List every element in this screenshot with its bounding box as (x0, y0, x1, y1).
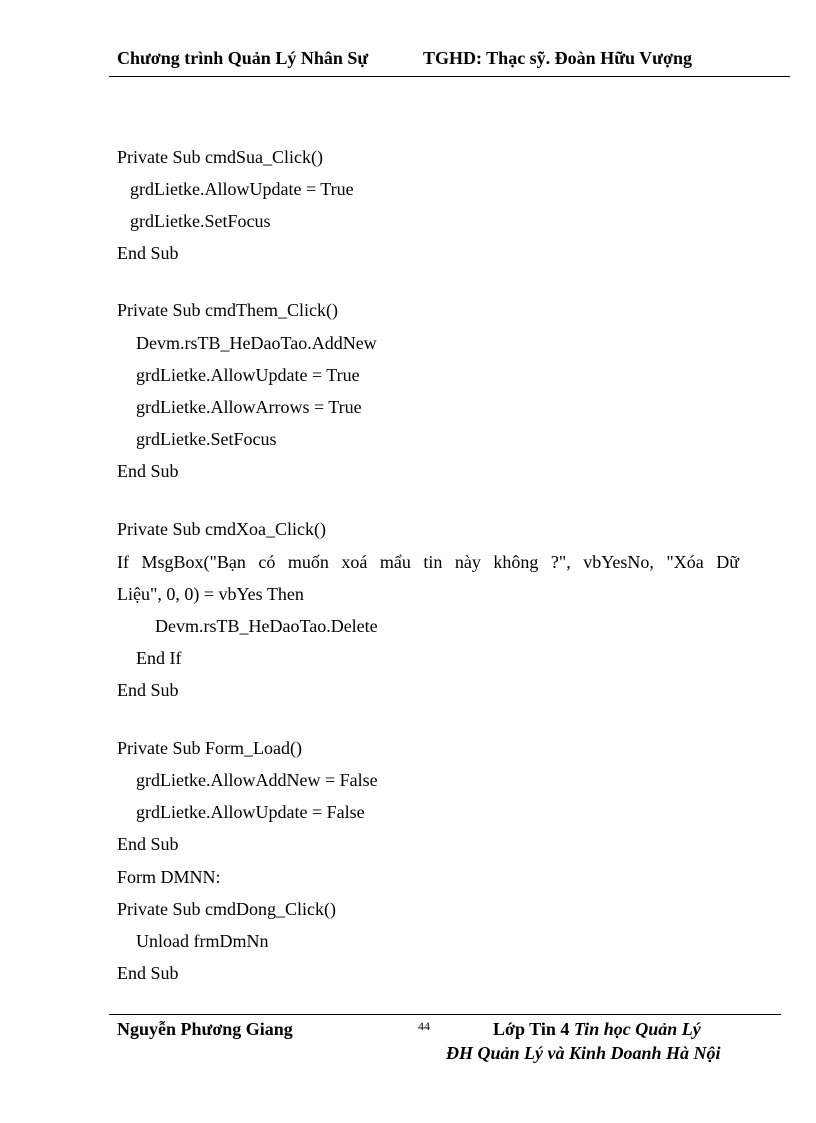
code-line: Private Sub cmdThem_Click() (117, 300, 338, 320)
footer-class-subject: Tin học Quản Lý (573, 1019, 701, 1039)
footer-author: Nguyễn Phương Giang (117, 1019, 293, 1039)
header-program-title: Chương trình Quản Lý Nhân Sự (117, 48, 369, 68)
code-line: grdLietke.AllowAddNew = False (136, 770, 378, 790)
code-line: End Sub (117, 963, 179, 983)
code-line: Devm.rsTB_HeDaoTao.AddNew (136, 333, 377, 353)
code-line: grdLietke.AllowUpdate = True (136, 365, 360, 385)
code-line: Form DMNN: (117, 867, 221, 887)
header-rule (109, 76, 790, 77)
code-line: grdLietke.SetFocus (130, 211, 271, 231)
code-line: End If (136, 648, 182, 668)
code-line: Unload frmDmNn (136, 931, 269, 951)
code-line: End Sub (117, 461, 179, 481)
code-line: Private Sub cmdSua_Click() (117, 147, 323, 167)
footer-rule (109, 1014, 781, 1015)
footer-class-prefix: Lớp Tin 4 (493, 1019, 570, 1039)
code-line: Private Sub cmdXoa_Click() (117, 519, 326, 539)
code-line: grdLietke.SetFocus (136, 429, 277, 449)
header-advisor: TGHD: Thạc sỹ. Đoàn Hữu Vượng (423, 48, 692, 68)
code-line: grdLietke.AllowArrows = True (136, 397, 362, 417)
code-line: Private Sub Form_Load() (117, 738, 302, 758)
code-line: Liệu", 0, 0) = vbYes Then (117, 584, 304, 604)
code-line: End Sub (117, 834, 179, 854)
code-line: grdLietke.AllowUpdate = True (130, 179, 354, 199)
code-line: grdLietke.AllowUpdate = False (136, 802, 365, 822)
code-line: Private Sub cmdDong_Click() (117, 899, 336, 919)
code-line: End Sub (117, 680, 179, 700)
code-line: If MsgBox("Bạn có muốn xoá mẩu tin này không ?", vbYesNo, "Xóa Dữ (117, 552, 739, 572)
page-number: 44 (418, 1019, 430, 1033)
footer-class (493, 1019, 701, 1040)
code-line: Devm.rsTB_HeDaoTao.Delete (155, 616, 378, 636)
code-line: End Sub (117, 243, 179, 263)
footer-university: ĐH Quản Lý và Kinh Doanh Hà Nội (446, 1043, 721, 1063)
